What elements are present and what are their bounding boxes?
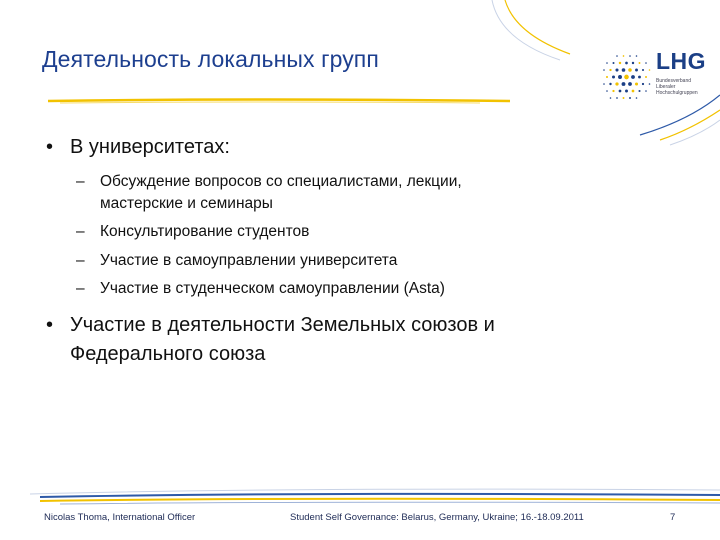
logo-dot: [623, 97, 625, 99]
logo-dot: [635, 82, 638, 85]
logo-dot: [623, 55, 625, 57]
logo-dot: [631, 75, 635, 79]
logo-dot: [642, 83, 644, 85]
dash-icon: –: [76, 252, 85, 269]
sub-bullet-text: Обсуждение вопросов со специалистами, лекции,: [100, 173, 462, 190]
logo-dot: [616, 55, 618, 57]
logo-dot: [645, 90, 647, 92]
logo-dot: [618, 75, 622, 79]
bullet-text: В университетах:: [70, 136, 230, 158]
footer-author: Nicolas Thoma, International Officer: [44, 512, 196, 523]
bullet-text: Участие в деятельности Земельных союзов и: [70, 314, 495, 336]
bullet-icon: •: [46, 314, 54, 336]
dash-icon: –: [76, 223, 85, 240]
logo-dot: [609, 69, 611, 71]
logo-dot: [649, 83, 651, 85]
bullet-icon: •: [46, 136, 54, 158]
logo-subtitle-line: Hochschulgruppen: [656, 90, 698, 96]
logo-dot: [629, 55, 631, 57]
logo-dot: [612, 62, 614, 64]
logo-dot: [642, 69, 644, 71]
logo-dot: [629, 97, 631, 99]
logo-dot: [638, 90, 640, 92]
logo-subtitle: [656, 78, 708, 96]
logo-dot: [612, 90, 614, 92]
page-number: 7: [670, 512, 676, 523]
sub-bullet-text: Участие в самоуправлении университета: [100, 252, 398, 269]
logo-dot: [645, 76, 647, 78]
logo-dot: [635, 69, 638, 72]
logo-dot: [610, 97, 612, 99]
footer-event: Student Self Governance: Belarus, Germany, Ukraine; 16.-18.09.2011: [290, 512, 584, 523]
logo-dot: [628, 82, 632, 86]
slide-title: Деятельность локальных групп: [42, 46, 379, 72]
logo-dot: [615, 68, 618, 71]
logo-subtitle-line: Bundesverband: [656, 78, 692, 84]
logo-dot: [625, 90, 628, 93]
logo-subtitle-line: Liberaler: [656, 84, 676, 90]
logo-dot: [606, 76, 608, 78]
logo-dot: [638, 76, 641, 79]
logo-dot: [622, 82, 626, 86]
logo-dot: [603, 83, 605, 85]
logo-dot: [636, 55, 638, 57]
dash-icon: –: [76, 280, 85, 297]
sub-bullet-text: Участие в студенческом самоуправлении (Asta): [100, 280, 445, 297]
logo-dot: [606, 62, 608, 64]
logo-dot: [632, 90, 635, 93]
logo-dot: [619, 62, 621, 64]
logo-dot: [612, 75, 615, 78]
logo-dot: [632, 62, 634, 64]
bullet-text: Федерального союза: [70, 343, 266, 365]
logo-dot: [625, 62, 628, 65]
logo-name: LHG: [656, 48, 707, 74]
logo-dot: [609, 83, 611, 85]
logo-dot: [649, 69, 651, 71]
logo-dot: [639, 62, 641, 64]
lhg-logo: [600, 48, 710, 110]
sub-bullet-text: Консультирование студентов: [100, 223, 310, 240]
logo-dot: [628, 68, 632, 72]
dash-icon: –: [76, 173, 85, 190]
logo-dot: [603, 69, 605, 71]
logo-dot: [645, 62, 647, 64]
logo-dot: [606, 90, 608, 92]
logo-dot: [615, 82, 618, 85]
logo-dot: [616, 97, 618, 99]
logo-dot: [619, 90, 622, 93]
sub-bullet-text: мастерские и семинары: [100, 195, 273, 212]
logo-dot: [624, 75, 629, 80]
logo-dot: [622, 68, 626, 72]
logo-dot: [636, 97, 638, 99]
